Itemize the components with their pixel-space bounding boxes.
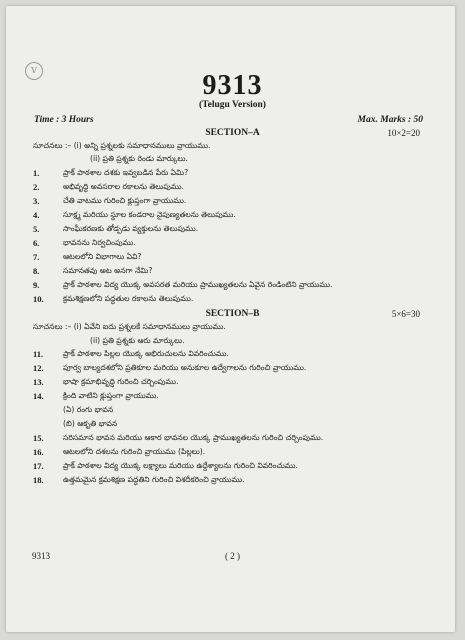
- question-number: 1.: [33, 168, 40, 178]
- question-text: ఆటలలోని విభాగాలు ఏవి?: [63, 252, 142, 261]
- question-number: 16.: [33, 447, 44, 457]
- question-number: 9.: [33, 280, 40, 290]
- question-number: 6.: [33, 238, 40, 248]
- question-number: 8.: [33, 266, 40, 276]
- question-number: 18.: [33, 475, 44, 485]
- paper-version: (Telugu Version): [199, 100, 266, 110]
- question-number: 11.: [33, 349, 44, 359]
- max-marks-label: Max. Marks : 50: [357, 115, 423, 125]
- question-text: ఆటలలోని దశలను గురించి వ్రాయుము (పిల్లలు).: [63, 447, 206, 456]
- question-number: 13.: [33, 377, 44, 387]
- question-number: 10.: [33, 294, 44, 304]
- stamp-mark: V: [25, 62, 43, 80]
- question-number: 12.: [33, 363, 44, 373]
- question-text: సూక్ష్మ మరియు స్థూల కండరాల నైపుణ్యతలను తెలుపుము.: [63, 210, 236, 219]
- question-number: 17.: [33, 461, 44, 471]
- section-b-instruction-1: సూచనలు :– (i) ఏవేని ఐదు ప్రశ్నలకే సమాధానములు వ్రాయుము.: [33, 322, 226, 331]
- question-text: క్రింది వాటిని క్లుప్తంగా వ్రాయుము.: [63, 391, 159, 400]
- question-number: 14.: [33, 391, 44, 401]
- page-number: ( 2 ): [225, 551, 240, 561]
- question-number: 3.: [33, 196, 40, 206]
- question-text: అభివృద్ధి అవసరాల రకాలను తెలుపుము.: [63, 182, 184, 191]
- section-a-instruction-1: సూచనలు :– (i) అన్ని ప్రశ్నలకు సమాధానములు వ్రాయుము.: [33, 141, 211, 150]
- question-text: క్రమశిక్షణలోని పద్ధతుల రకాలను తెలుపుము.: [63, 294, 194, 303]
- question-number: 5.: [33, 224, 40, 234]
- question-text: చేతి వాటము గురించి క్లుప్తంగా వ్రాయుము.: [63, 196, 187, 205]
- question-text: ఉత్తమమైన క్రమశిక్షణ పద్ధతిని గురించి విశదీకరించి వ్రాయుము.: [63, 475, 245, 484]
- section-a-instruction-2: (ii) ప్రతి ప్రశ్నకు రెండు మార్కులు.: [90, 154, 188, 163]
- question-number: 15.: [33, 433, 44, 443]
- question-text: సమానతవు అట అనగా నేమి?: [63, 266, 153, 275]
- paper-code: 9313: [202, 70, 263, 101]
- section-b-instruction-2: (ii) ప్రతి ప్రశ్నకు ఆరు మార్కులు.: [90, 336, 185, 345]
- time-label: Time : 3 Hours: [34, 115, 94, 125]
- question-text: ప్రాక్ పాఠశాల దశకు ఇవ్వబడిన పేరు ఏమి?: [63, 168, 189, 177]
- question-number: 7.: [33, 252, 40, 262]
- question-text: ప్రాక్ పాఠశాల పిల్లల యొక్క అభిరుచులను వివరించుము.: [63, 349, 229, 358]
- sub-question-b: (బి) ఆకృతి భావన: [63, 419, 118, 428]
- sub-question-a: (ఏ) రంగు భావన: [63, 405, 114, 414]
- question-text: ప్రాక్ పాఠశాల విద్య యొక్క లక్ష్యాలు మరియు ఉద్దేశ్యాలను గురించి వివరించుము.: [63, 461, 298, 470]
- question-number: 4.: [33, 210, 40, 220]
- question-text: సరిసమాన భావన మరియు ఆకార భావనల యొక్క ప్రాముఖ్యతలను గురించి చర్చింపుము.: [63, 433, 324, 442]
- section-a-marks: 10×2=20: [387, 128, 420, 138]
- question-text: సాంఘీకరణకు తోడ్పడు వ్యక్తులను తెలుపుము.: [63, 224, 199, 233]
- question-number: 2.: [33, 182, 40, 192]
- section-b-title: SECTION–B: [205, 309, 260, 319]
- question-text: పూర్వ బాల్యదశలోని ప్రతికూల మరియు అనుకూల ఉద్వేగాలను గురించి వ్రాయుము.: [63, 363, 307, 372]
- section-b-marks: 5×6=30: [391, 309, 420, 319]
- section-a-title: SECTION–A: [205, 128, 260, 138]
- question-text: భాషా క్రమాభివృద్ధి గురించి చర్చింపుము.: [63, 377, 179, 386]
- footer-paper-code: 9313: [32, 551, 50, 561]
- question-text: భావనను నిర్వచింపుము.: [63, 238, 136, 247]
- question-text: ప్రాక్ పాఠశాల విద్య యొక్క అవసరత మరియు ప్రాముఖ్యతలను ఏవైన రెండింటిని వ్రాయుము.: [63, 280, 333, 289]
